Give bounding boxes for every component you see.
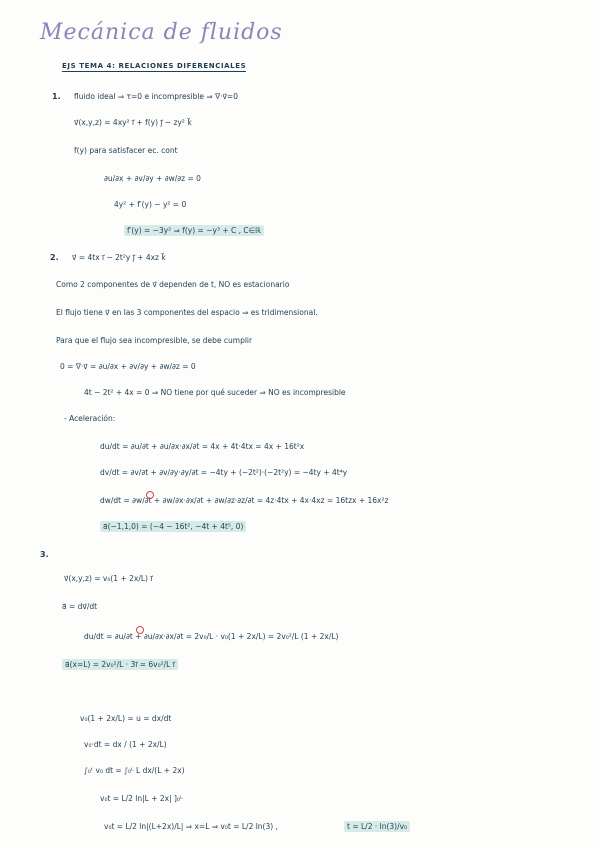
ex3-line-1: v⃗(x,y,z) = v₀(1 + 2x/L) i⃗ [64, 574, 153, 583]
ex1-line-2: v⃗(x,y,z) = 4xy² i⃗ + f(y) j⃗ − zy² k⃗ [74, 118, 192, 127]
ex2-accel-z: dw/dt = ∂w/∂t + ∂w/∂x·∂x/∂t + ∂w/∂z·∂z/∂t = 4z·4tx + 4x·4xz = 16tzx + 16x²z [100, 496, 389, 505]
exercise-3-number: 3. [40, 550, 49, 559]
ex1-line-6 [124, 226, 264, 235]
ex1-line-4: ∂u/∂x + ∂v/∂y + ∂w/∂z = 0 [104, 174, 201, 183]
ex3-line-2: a⃗ = dv⃗/dt [62, 602, 98, 611]
ex2-accel-point [100, 522, 246, 531]
ex3-line-5: v₀(1 + 2x/L) = u = dx/dt [80, 714, 172, 723]
ex1-line-5: 4y² + f′(y) − y² = 0 [114, 200, 187, 209]
ex3-line-10 [344, 822, 410, 831]
ex3-accel-highlight: a⃗(x=L) = 2v₀²/L · 3i⃗ = 6v₀²/L i⃗ [62, 659, 178, 670]
ex3-line-3: du/dt = ∂u/∂t + ∂u/∂x·∂x/∂t = 2v₀/L · v₀(1 + 2x/L) = 2v₀²/L (1 + 2x/L) [84, 632, 339, 641]
ex2-accel-y: dv/dt = ∂v/∂t + ∂v/∂y·∂y/∂t = −4ty + (−2t²)·(−2t²y) = −4ty + 4t⁴y [100, 468, 348, 477]
ex2-line-2: Como 2 componentes de v⃗ dependen de t, NO es estacionario [56, 280, 290, 289]
ex2-line-1: v⃗ = 4tx i⃗ − 2t²y j⃗ + 4xz k⃗ [72, 253, 166, 262]
ex3-line-6: v₀·dt = dx / (1 + 2x/L) [84, 740, 167, 749]
red-mark-circle-2 [136, 626, 144, 634]
ex1-result-highlight: f′(y) = −3y² ⇒ f(y) = −y³ + C , C∈ℝ [124, 225, 264, 236]
section-subtitle: EJS TEMA 4: RELACIONES DIFERENCIALES [62, 62, 247, 70]
ex3-line-9: v₀t = L/2 ln|(L+2x)/L| ⇒ x=L ⇒ v₀t = L/2 ln(3) , [104, 822, 278, 831]
exercise-2-number: 2. [50, 253, 59, 262]
ex2-line-5: 0 = ∇·v⃗ = ∂u/∂x + ∂v/∂y + ∂w/∂z = 0 [60, 362, 196, 371]
ex1-line-1: fluido ideal ⇒ τ=0 e incompresible ⇒ ∇·v⃗=0 [74, 92, 238, 101]
ex3-line-4 [62, 660, 178, 669]
ex2-line-3: El flujo tiene v⃗ en las 3 componentes del espacio ⇒ es tridimensional. [56, 308, 318, 317]
ex2-accel-x: du/dt = ∂u/∂t + ∂u/∂x·∂x/∂t = 4x + 4t·4tx = 4x + 16t²x [100, 442, 305, 451]
page-title: Mecánica de fluidos [40, 20, 283, 45]
ex2-line-4: Para que el flujo sea incompresible, se debe cumplir [56, 336, 253, 345]
exercise-1-number: 1. [52, 92, 61, 101]
ex3-line-8: v₀t = L/2 ln|L + 2x| ]₀ᴸ [100, 794, 183, 803]
ex3-line-7: ∫₀ᵗ v₀ dt = ∫₀ᴸ L dx/(L + 2x) [84, 766, 185, 775]
ex2-line-6: 4t − 2t² + 4x = 0 ⇒ NO tiene por qué suceder ⇒ NO es incompresible [84, 388, 346, 397]
ex2-result-highlight: a⃗(−1,1,0) = (−4 − 16t², −4t + 4t⁵, 0) [100, 521, 246, 532]
ex2-line-7: - Aceleración: [64, 414, 116, 423]
ex3-time-highlight: t = L/2 · ln(3)/v₀ [344, 821, 410, 832]
ex1-line-3: f(y) para satisfacer ec. cont [74, 146, 178, 155]
red-mark-circle [146, 491, 154, 499]
